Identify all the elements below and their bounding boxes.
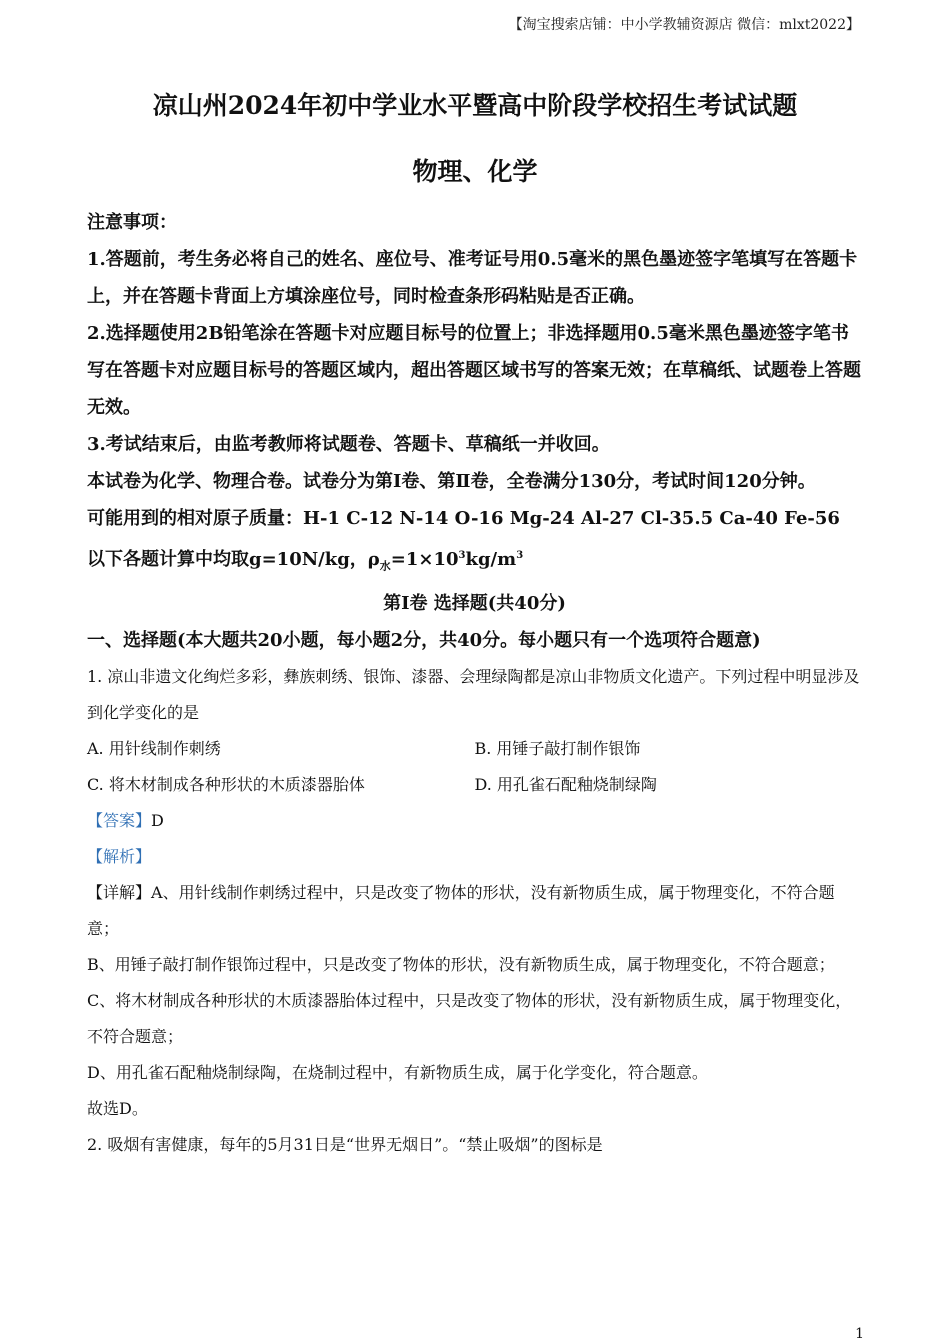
header-note: 【淘宝搜索店铺：中小学教辅资源店 微信：mlxt2022】 [508,17,860,33]
q1-conclusion: 故选D。 [87,1098,148,1118]
q1-detail-c: C、将木材制成各种形状的木质漆器胎体过程中，只是改变了物体的形状，没有新物质生成，属于物理变化，不符合题意； [87,990,852,1046]
exam-info: 本试卷为化学、物理合卷。试卷分为第I卷、第Ⅱ卷，全卷满分130分，考试时间120分钟。 [87,471,816,492]
exam-subtitle: 物理、化学 [412,157,538,186]
constants-line [87,537,862,585]
q1-stem: 1. 凉山非遗文化绚烂多彩，彝族刺绣、银饰、漆器、会理绿陶都是凉山非物质文化遗产。下列过程中明显涉及到化学变化的是 [87,666,860,722]
constants-mid: =1×10 [390,549,459,570]
atomic-masses: 可能用到的相对原子质量：H-1 C-12 N-14 O-16 Mg-24 Al-27 Cl-35.5 Ca-40 Fe-56 [87,508,840,529]
q2-stem: 2. 吸烟有害健康，每年的5月31日是“世界无烟日”。“禁止吸烟”的图标是 [87,1134,603,1154]
q1-option-d: D. 用孔雀石配釉烧制绿陶 [474,774,657,794]
analysis-label: 【解析】 [87,846,152,866]
q1-detail-b: B、用锤子敲打制作银饰过程中，只是改变了物体的形状，没有新物质生成，属于物理变化，不符合题意； [87,954,835,974]
answer-label: 【答案】 [87,810,152,830]
q1-option-b: B. 用锤子敲打制作银饰 [474,738,641,758]
q1-option-c: C. 将木材制成各种形状的木质漆器胎体 [87,774,365,794]
q1-option-a: A. 用针线制作刺绣 [87,738,221,758]
content [87,204,862,1163]
q1-answer [87,803,862,839]
notice-item-3: 3.考试结束后，由监考教师将试题卷、答题卡、草稿纸一并收回。 [87,434,610,455]
constants-unit: kg/m [465,549,517,570]
constants-sub: 水 [379,559,391,573]
constants-sup1: 3 [458,550,466,561]
section-title: 第I卷 选择题(共40分) [383,592,566,614]
detail-a-text: A、用针线制作刺绣过程中，只是改变了物体的形状，没有新物质生成，属于物理变化，不符合题意； [87,882,835,938]
q1-detail-d: D、用孔雀石配釉烧制绿陶，在烧制过程中，有新物质生成，属于化学变化，符合题意。 [87,1062,708,1082]
answer-value: D [151,810,164,830]
constants-prefix: 以下各题计算中均取g=10N/kg，ρ [87,549,380,570]
notice-heading: 注意事项： [87,212,177,233]
q1-detail-a [87,875,862,947]
notice-item-1: 1.答题前，考生务必将自己的姓名、座位号、准考证号用0.5毫米的黑色墨迹签字笔填写在答题卡上，并在答题卡背面上方填涂座位号，同时检查条形码粘贴是否正确。 [87,249,858,307]
page-number: 1 [855,1326,864,1342]
detail-label: 【详解】 [87,882,152,902]
exam-title: 凉山州2024年初中学业水平暨高中阶段学校招生考试试题 [152,91,798,120]
part-title: 一、选择题(本大题共20小题，每小题2分，共40分。每小题只有一个选项符合题意) [87,629,761,651]
notice-item-2: 2.选择题使用2B铅笔涂在答题卡对应题目标号的位置上；非选择题用0.5毫米黑色墨迹签字笔书写在答题卡对应题目标号的答题区域内，超出答题区域书写的答案无效；在草稿纸、试题卷上答题无效。 [87,323,861,418]
constants-sup2: 3 [516,550,524,561]
q1-options-row-1 [87,731,862,767]
q1-options-row-2 [87,767,862,803]
